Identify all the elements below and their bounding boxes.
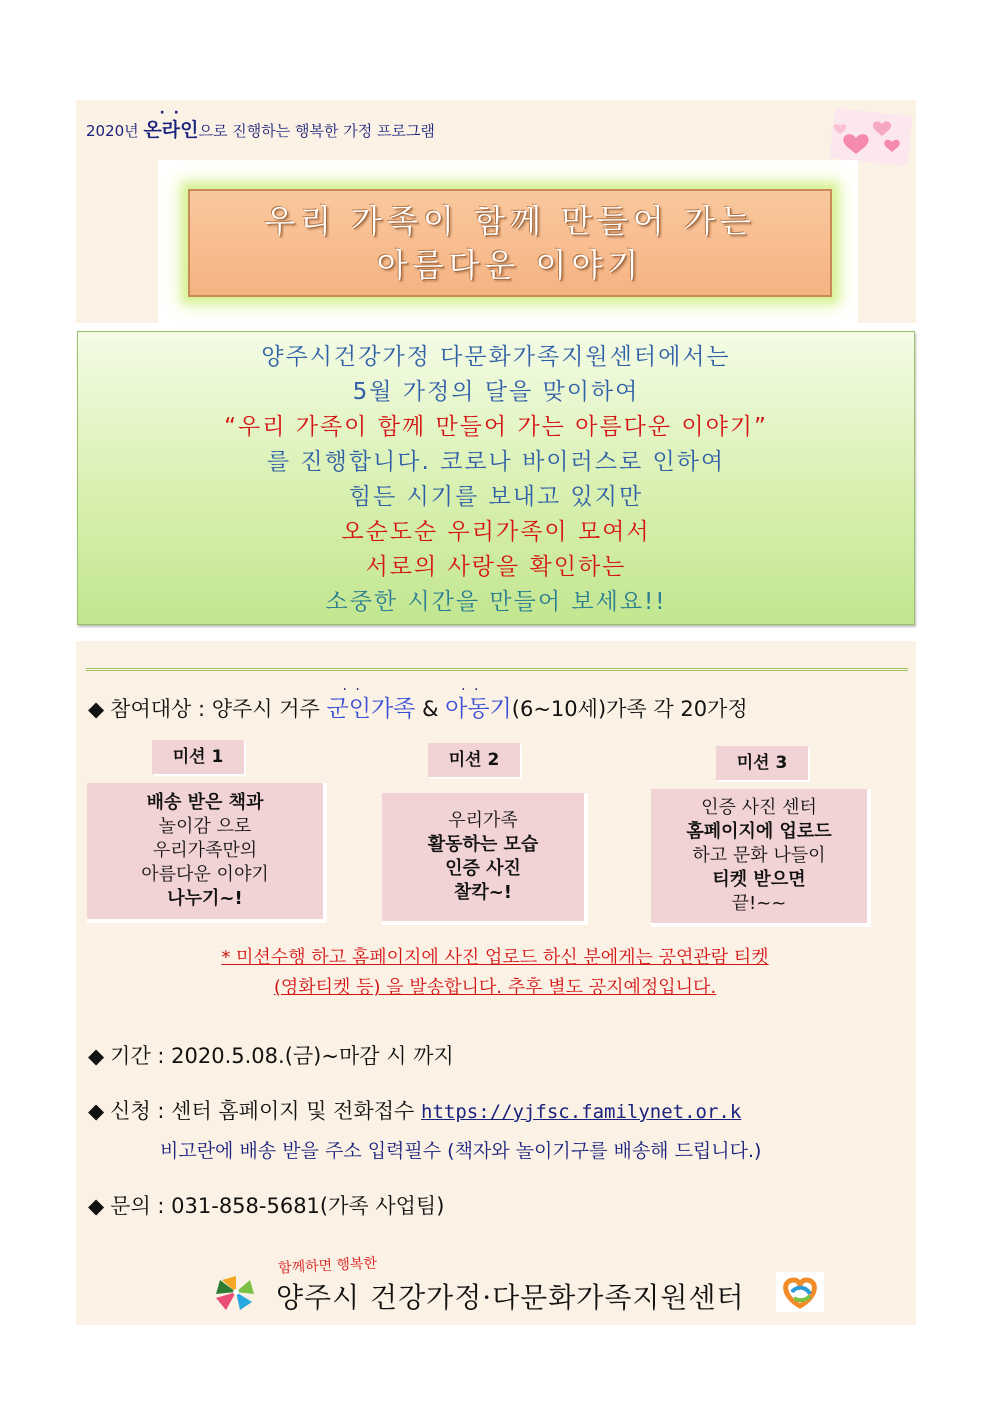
hearts-icon (826, 108, 914, 166)
intro-line: 소중한 시간을 만들어 보세요!! (325, 589, 667, 615)
intro-line: 양주시건강가정 다문화가족지원센터에서는 (261, 344, 731, 370)
diamond-icon: ◆ (88, 1099, 105, 1123)
intro-line: 5월 가정의 달을 맞이하여 (352, 379, 640, 405)
footer-slogan: 함께하면 행복한 (277, 1255, 378, 1277)
mission-3-tag: 미션 3 (716, 746, 808, 780)
mission-3-box: 인증 사진 센터 홈페이지에 업로드 하고 문화 나들이 티켓 받으면 끝!~~ (651, 789, 871, 927)
main-title-box (188, 189, 832, 297)
main-title-line-1: 우리 가족이 함께 만들어 가는 (264, 202, 756, 240)
divider (86, 668, 908, 671)
intro-line: “우리 가족이 함께 만들어 가는 아름다운 이야기” (224, 414, 768, 440)
mission-1-box: 배송 받은 책과 놀이감 으로 우리가족만의 아름다운 이야기 나누기~! (87, 783, 327, 923)
intro-line: 를 진행합니다. 코로나 바이러스로 인하여 (266, 449, 726, 475)
main-title-line-2: 아름다운 이야기 (376, 246, 644, 284)
program-subtitle: 2020년 · · 온라인으로 진행하는 행복한 가정 프로그램 (86, 115, 435, 142)
notice-line-1: * 미션수행 하고 홈페이지에 사진 업로드 하신 분에게는 공연관람 티켓 (221, 947, 769, 968)
contact-row: ◆ 문의 : 031-858-5681(가족 사업팀) (88, 1194, 445, 1218)
mission-2-tag: 미션 2 (428, 743, 520, 777)
intro-line: 오순도순 우리가족이 모여서 (341, 519, 651, 545)
pinwheel-logo-icon (212, 1272, 260, 1312)
notice-line-2: (영화티켓 등) 을 발송합니다. 추후 별도 공지예정입니다. (273, 977, 717, 998)
online-emphasis: · · 온라인 (143, 119, 198, 141)
mission-1-tag: 미션 1 (152, 740, 244, 774)
diamond-icon: ◆ (88, 697, 105, 721)
participants-row: ◆ 참여대상 : 양주시 거주 · · 군인가족 & · · 아동기(6~10세)가족 각 20가정 (88, 690, 748, 723)
family-heart-logo-icon (776, 1272, 824, 1312)
diamond-icon: ◆ (88, 1194, 105, 1218)
apply-note: 비고란에 배송 받을 주소 입력필수 (책자와 놀이기구를 배송해 드립니다.) (160, 1140, 762, 1162)
intro-line: 서로의 사랑을 확인하는 (365, 554, 627, 580)
mission-2-box: 우리가족 활동하는 모습 인증 사진 찰칵~! (382, 793, 588, 925)
center-name: 양주시 건강가정·다문화가족지원센터 (276, 1281, 745, 1314)
intro-box (77, 331, 915, 625)
apply-row: ◆ 신청 : 센터 홈페이지 및 전화접수 https://yjfsc.familynet.or.k (88, 1099, 742, 1123)
diamond-icon: ◆ (88, 1044, 105, 1068)
homepage-link[interactable]: https://yjfsc.familynet.or.k (421, 1101, 742, 1123)
period-row: ◆ 기간 : 2020.5.08.(금)~마감 시 까지 (88, 1044, 454, 1068)
intro-line: 힘든 시기를 보내고 있지만 (348, 484, 644, 510)
